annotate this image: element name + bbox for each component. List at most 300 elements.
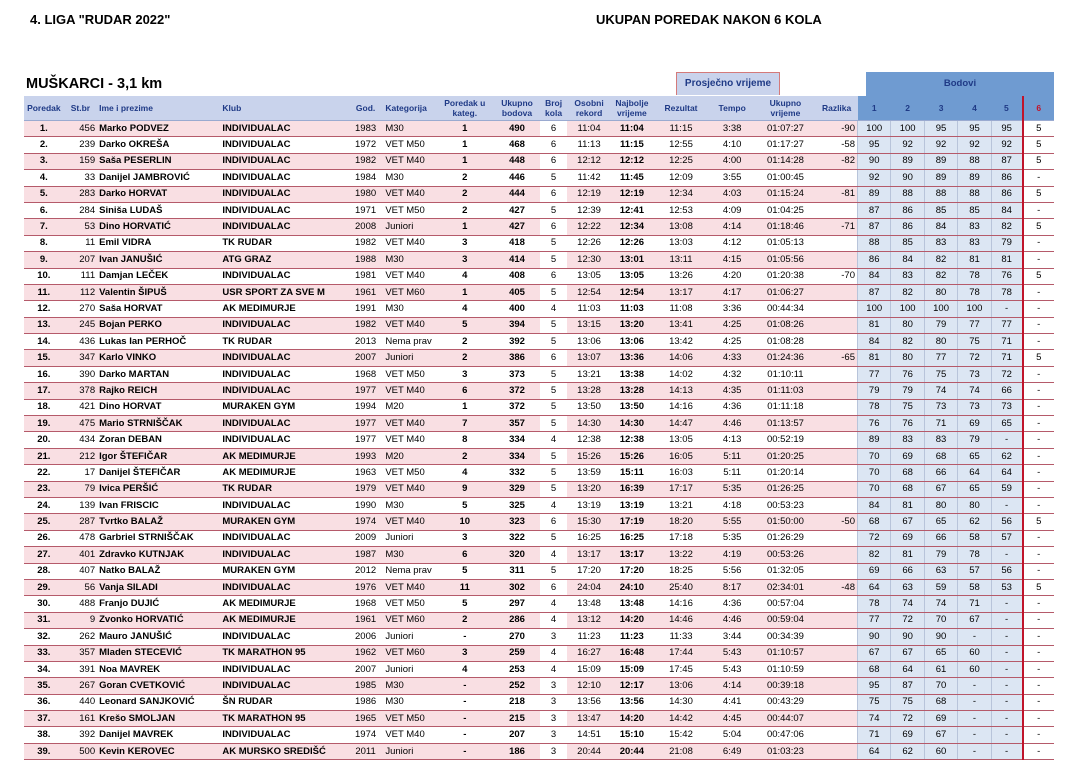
table-cell: 12:19 [567, 186, 611, 202]
table-cell [816, 612, 858, 628]
table-cell: 373 [494, 366, 540, 382]
table-cell: 3 [540, 727, 567, 743]
table-cell: - [1023, 678, 1054, 694]
table-cell: 12:54 [567, 284, 611, 300]
table-cell: 436 [64, 334, 97, 350]
table-cell: 4:36 [709, 399, 755, 415]
table-cell: 67 [924, 727, 957, 743]
table-cell: INDIVIDUALAC [220, 366, 347, 382]
table-cell: 1983 [348, 121, 384, 137]
table-cell: 1986 [348, 694, 384, 710]
table-cell: 53 [991, 579, 1022, 595]
table-cell: 21. [24, 448, 64, 464]
table-cell: 67 [891, 514, 924, 530]
table-cell: AK MEDIMURJE [220, 612, 347, 628]
table-cell: 19. [24, 416, 64, 432]
table-row [24, 301, 1054, 317]
table-cell: - [958, 694, 991, 710]
table-cell: 73 [924, 399, 957, 415]
table-cell: 1968 [348, 596, 384, 612]
table-cell: 239 [64, 137, 97, 153]
table-cell: 2012 [348, 563, 384, 579]
table-row [24, 678, 1054, 694]
table-cell: Goran CVETKOVIĆ [97, 678, 220, 694]
table-cell: 13:06 [567, 334, 611, 350]
table-cell: - [991, 596, 1022, 612]
table-cell: -50 [816, 514, 858, 530]
table-cell: 13:06 [611, 334, 653, 350]
table-cell: -81 [816, 186, 858, 202]
table-cell: 83 [958, 235, 991, 251]
table-cell: INDIVIDUALAC [220, 432, 347, 448]
table-cell: 391 [64, 661, 97, 677]
table-cell: 89 [858, 186, 891, 202]
table-cell: 5 [540, 530, 567, 546]
table-row [24, 170, 1054, 186]
table-cell: 13:41 [653, 317, 709, 333]
table-cell: Juniori [383, 661, 435, 677]
table-cell: 75 [858, 694, 891, 710]
table-cell: 70 [858, 481, 891, 497]
table-cell: 01:20:14 [755, 465, 816, 481]
table-cell: 35. [24, 678, 64, 694]
table-cell: 334 [494, 448, 540, 464]
table-cell: - [436, 727, 494, 743]
table-cell: 12:25 [653, 153, 709, 169]
table-row [24, 317, 1054, 333]
table-cell: 5 [1023, 514, 1054, 530]
table-cell: 80 [924, 334, 957, 350]
table-cell [816, 629, 858, 645]
table-cell: 1 [436, 284, 494, 300]
table-cell: 71 [991, 350, 1022, 366]
table-cell: 3:55 [709, 170, 755, 186]
table-cell: M30 [383, 252, 435, 268]
table-cell: 3 [540, 629, 567, 645]
table-cell: 14:06 [653, 350, 709, 366]
table-cell: TK RUDAR [220, 235, 347, 251]
table-cell: Darko OKREŠA [97, 137, 220, 153]
table-cell: 100 [858, 301, 891, 317]
table-cell: 5:35 [709, 481, 755, 497]
table-cell: 448 [494, 153, 540, 169]
table-row [24, 137, 1054, 153]
table-cell: ŠN RUDAR [220, 694, 347, 710]
table-cell: - [1023, 301, 1054, 317]
table-cell: 58 [958, 579, 991, 595]
table-cell: 72 [958, 350, 991, 366]
table-cell: 78 [958, 284, 991, 300]
table-cell: 212 [64, 448, 97, 464]
table-cell: - [958, 678, 991, 694]
table-cell: INDIVIDUALAC [220, 137, 347, 153]
table-cell: 302 [494, 579, 540, 595]
table-cell: 13:17 [567, 547, 611, 563]
table-cell: 00:59:04 [755, 612, 816, 628]
table-cell: 5 [1023, 153, 1054, 169]
table-cell: 218 [494, 694, 540, 710]
table-cell: - [991, 645, 1022, 661]
table-cell: 39. [24, 743, 64, 759]
table-cell: 10 [436, 514, 494, 530]
table-cell: 79 [891, 383, 924, 399]
column-header: Rezultat [653, 96, 709, 121]
column-header: Poredak u kateg. [436, 96, 494, 121]
table-cell: 12:41 [611, 202, 653, 218]
table-cell: 13:36 [611, 350, 653, 366]
table-cell: 75 [958, 334, 991, 350]
table-cell: AK MEDIMURJE [220, 596, 347, 612]
table-cell: 4:03 [709, 186, 755, 202]
table-cell: 12:12 [567, 153, 611, 169]
table-cell: 73 [991, 399, 1022, 415]
table-cell: 3:38 [709, 121, 755, 137]
table-cell: 12:12 [611, 153, 653, 169]
table-cell: - [1023, 727, 1054, 743]
table-cell: 63 [924, 563, 957, 579]
table-cell: 38. [24, 727, 64, 743]
table-cell: 11:13 [567, 137, 611, 153]
table-cell: 13:05 [611, 268, 653, 284]
table-cell: 01:13:57 [755, 416, 816, 432]
table-cell: 70 [924, 612, 957, 628]
table-row [24, 465, 1054, 481]
table-cell: 5 [436, 596, 494, 612]
table-cell: 488 [64, 596, 97, 612]
table-cell: 1979 [348, 481, 384, 497]
table-cell: Saša PESERLIN [97, 153, 220, 169]
table-cell: 6 [540, 268, 567, 284]
table-cell: Juniori [383, 219, 435, 235]
column-header: Najbolje vrijeme [611, 96, 653, 121]
table-cell: 11:03 [611, 301, 653, 317]
table-cell: M20 [383, 448, 435, 464]
table-cell: 13:38 [611, 366, 653, 382]
table-cell: 88 [891, 186, 924, 202]
table-cell: 1993 [348, 448, 384, 464]
table-cell: 13:28 [567, 383, 611, 399]
table-cell: - [1023, 170, 1054, 186]
table-cell [816, 497, 858, 513]
table-cell: 2008 [348, 219, 384, 235]
table-cell [816, 596, 858, 612]
table-cell: 78 [991, 284, 1022, 300]
table-cell: 2011 [348, 743, 384, 759]
table-cell: 60 [924, 743, 957, 759]
table-cell: 5 [1023, 350, 1054, 366]
table-cell: 70 [924, 678, 957, 694]
table-cell: 2006 [348, 629, 384, 645]
table-cell: -65 [816, 350, 858, 366]
table-cell [816, 383, 858, 399]
table-cell: 159 [64, 153, 97, 169]
table-cell: 5 [540, 383, 567, 399]
table-cell: Nema prav [383, 334, 435, 350]
table-cell: 5 [540, 416, 567, 432]
table-cell: 92 [924, 137, 957, 153]
table-cell: TK MARATHON 95 [220, 711, 347, 727]
table-cell: - [1023, 235, 1054, 251]
table-cell: 1974 [348, 727, 384, 743]
table-cell: 5 [1023, 579, 1054, 595]
table-cell: 1988 [348, 252, 384, 268]
table-cell: 13:08 [653, 219, 709, 235]
table-cell: - [991, 432, 1022, 448]
table-cell: - [958, 711, 991, 727]
table-cell: 12:34 [653, 186, 709, 202]
table-cell: 427 [494, 219, 540, 235]
table-cell: 4:13 [709, 432, 755, 448]
table-cell: 13:59 [567, 465, 611, 481]
table-cell: 427 [494, 202, 540, 218]
table-cell: 87 [858, 284, 891, 300]
table-cell: 5:43 [709, 661, 755, 677]
table-cell: 86 [891, 202, 924, 218]
table-cell: 11 [436, 579, 494, 595]
column-header: 4 [958, 96, 991, 121]
table-cell: 11:23 [567, 629, 611, 645]
table-cell: 5 [540, 202, 567, 218]
table-row [24, 481, 1054, 497]
table-cell: 2007 [348, 661, 384, 677]
table-row [24, 547, 1054, 563]
table-cell: 4 [540, 547, 567, 563]
table-cell: 3:36 [709, 301, 755, 317]
table-cell: 1982 [348, 317, 384, 333]
table-cell: 90 [891, 170, 924, 186]
table-cell: 92 [858, 170, 891, 186]
table-cell: 392 [494, 334, 540, 350]
table-cell: 83 [891, 268, 924, 284]
table-cell: 84 [858, 497, 891, 513]
table-cell: 1965 [348, 711, 384, 727]
column-header: 5 [991, 96, 1022, 121]
table-cell: Juniori [383, 530, 435, 546]
table-cell: 4 [436, 465, 494, 481]
table-cell: 5 [540, 235, 567, 251]
table-cell: 67 [958, 612, 991, 628]
table-row [24, 497, 1054, 513]
table-cell [816, 530, 858, 546]
table-cell: M30 [383, 694, 435, 710]
table-cell: VET M40 [383, 579, 435, 595]
table-cell: AK MEDIMURJE [220, 465, 347, 481]
table-row [24, 416, 1054, 432]
table-row [24, 235, 1054, 251]
table-cell: Juniori [383, 350, 435, 366]
column-header: Ukupno vrijeme [755, 96, 816, 121]
table-cell: Garbriel STRNIŠČAK [97, 530, 220, 546]
table-cell: 77 [991, 317, 1022, 333]
table-cell: 33 [64, 170, 97, 186]
table-cell: 421 [64, 399, 97, 415]
table-cell [816, 727, 858, 743]
table-cell: 1963 [348, 465, 384, 481]
table-row [24, 563, 1054, 579]
table-cell: 74 [891, 596, 924, 612]
table-cell: 78 [958, 547, 991, 563]
table-cell: 64 [858, 579, 891, 595]
table-cell: 32. [24, 629, 64, 645]
table-cell: INDIVIDUALAC [220, 202, 347, 218]
table-cell: - [1023, 547, 1054, 563]
table-cell: 14:16 [653, 399, 709, 415]
table-cell: VET M50 [383, 366, 435, 382]
table-cell: 01:10:11 [755, 366, 816, 382]
table-cell: 01:50:00 [755, 514, 816, 530]
table-cell [816, 465, 858, 481]
table-cell: 5 [436, 317, 494, 333]
table-cell: 01:11:03 [755, 383, 816, 399]
column-header: Ukupno bodova [494, 96, 540, 121]
results-table [24, 96, 1054, 760]
table-cell: - [1023, 694, 1054, 710]
table-cell: 92 [958, 137, 991, 153]
table-cell: 4 [540, 596, 567, 612]
table-cell: 90 [858, 153, 891, 169]
table-cell: AK MURSKO SREDIŠĆ [220, 743, 347, 759]
table-cell: 5:11 [709, 465, 755, 481]
table-cell: 16:27 [567, 645, 611, 661]
table-cell: Danijel MAVREK [97, 727, 220, 743]
table-cell [816, 202, 858, 218]
table-row [24, 743, 1054, 759]
table-cell: 20. [24, 432, 64, 448]
points-header: Bodovi [866, 72, 1054, 96]
table-cell: 89 [858, 432, 891, 448]
table-cell: 18:25 [653, 563, 709, 579]
table-cell: 2 [436, 186, 494, 202]
table-cell: 59 [924, 579, 957, 595]
table-cell: - [1023, 202, 1054, 218]
table-cell: 01:03:23 [755, 743, 816, 759]
table-cell: 5 [436, 563, 494, 579]
table-cell: 17 [64, 465, 97, 481]
table-cell: 5 [436, 497, 494, 513]
table-cell: - [436, 694, 494, 710]
table-cell: 89 [958, 170, 991, 186]
table-cell: 1977 [348, 432, 384, 448]
table-cell: -90 [816, 121, 858, 137]
table-cell: INDIVIDUALAC [220, 350, 347, 366]
table-cell: 14:20 [611, 711, 653, 727]
table-cell: INDIVIDUALAC [220, 121, 347, 137]
table-cell: 01:05:56 [755, 252, 816, 268]
table-cell: 00:43:29 [755, 694, 816, 710]
table-cell: 1991 [348, 301, 384, 317]
table-cell: INDIVIDUALAC [220, 416, 347, 432]
table-cell: TK RUDAR [220, 481, 347, 497]
table-cell: - [436, 743, 494, 759]
table-cell: 5 [1023, 268, 1054, 284]
table-cell: 00:34:39 [755, 629, 816, 645]
table-cell: - [1023, 530, 1054, 546]
table-cell: 4:33 [709, 350, 755, 366]
table-cell: 405 [494, 284, 540, 300]
table-cell: 84 [924, 219, 957, 235]
table-cell: 446 [494, 170, 540, 186]
table-cell: Noa MAVREK [97, 661, 220, 677]
table-cell: 434 [64, 432, 97, 448]
table-cell: 5 [540, 366, 567, 382]
table-cell: - [1023, 416, 1054, 432]
table-cell: 5:35 [709, 530, 755, 546]
table-cell: 14:30 [567, 416, 611, 432]
table-cell: INDIVIDUALAC [220, 678, 347, 694]
table-cell: INDIVIDUALAC [220, 579, 347, 595]
table-cell: VET M50 [383, 465, 435, 481]
table-cell: 65 [958, 481, 991, 497]
table-cell: 332 [494, 465, 540, 481]
table-cell: 72 [858, 530, 891, 546]
table-cell: 95 [958, 121, 991, 137]
table-cell: 11:15 [611, 137, 653, 153]
table-cell: 30. [24, 596, 64, 612]
table-cell: 65 [958, 448, 991, 464]
table-cell: 111 [64, 268, 97, 284]
table-cell: 01:20:25 [755, 448, 816, 464]
table-cell: 88 [924, 186, 957, 202]
table-row [24, 383, 1054, 399]
table-cell: 1 [436, 219, 494, 235]
table-cell: 13:47 [567, 711, 611, 727]
table-cell: 4:10 [709, 137, 755, 153]
table-cell: 414 [494, 252, 540, 268]
table-cell: 62 [891, 743, 924, 759]
table-cell: 8 [436, 432, 494, 448]
table-cell: 11:04 [567, 121, 611, 137]
table-cell: INDIVIDUALAC [220, 530, 347, 546]
table-cell: 12:26 [567, 235, 611, 251]
table-cell: 287 [64, 514, 97, 530]
table-cell: 5 [540, 448, 567, 464]
table-cell: 15. [24, 350, 64, 366]
average-time-header: Prosječno vrijeme [676, 72, 780, 95]
table-cell: 2 [436, 202, 494, 218]
table-cell: 16:25 [611, 530, 653, 546]
table-cell: 1977 [348, 383, 384, 399]
table-cell: Mauro JANUŠIĆ [97, 629, 220, 645]
table-cell: VET M40 [383, 481, 435, 497]
table-cell: 01:15:24 [755, 186, 816, 202]
table-cell: 71 [991, 334, 1022, 350]
table-cell: 252 [494, 678, 540, 694]
table-cell [816, 399, 858, 415]
table-cell [816, 317, 858, 333]
table-cell: 56 [991, 563, 1022, 579]
table-cell: 25. [24, 514, 64, 530]
table-cell: 81 [858, 317, 891, 333]
table-row [24, 268, 1054, 284]
table-cell: Ivan FRISCIC [97, 497, 220, 513]
table-cell: 13:12 [567, 612, 611, 628]
column-header: 2 [891, 96, 924, 121]
table-row [24, 121, 1054, 137]
table-cell: - [991, 301, 1022, 317]
table-cell: 3. [24, 153, 64, 169]
table-cell: Danijel ŠTEFIČAR [97, 465, 220, 481]
table-cell: 357 [64, 645, 97, 661]
table-cell: 4:14 [709, 219, 755, 235]
table-cell: 84 [858, 268, 891, 284]
table-cell: 15:30 [567, 514, 611, 530]
table-cell: 90 [891, 629, 924, 645]
table-cell: VET M40 [383, 186, 435, 202]
table-cell: 01:32:05 [755, 563, 816, 579]
table-cell: 6 [540, 137, 567, 153]
table-cell: 64 [991, 465, 1022, 481]
table-cell: Siniša LUDAŠ [97, 202, 220, 218]
